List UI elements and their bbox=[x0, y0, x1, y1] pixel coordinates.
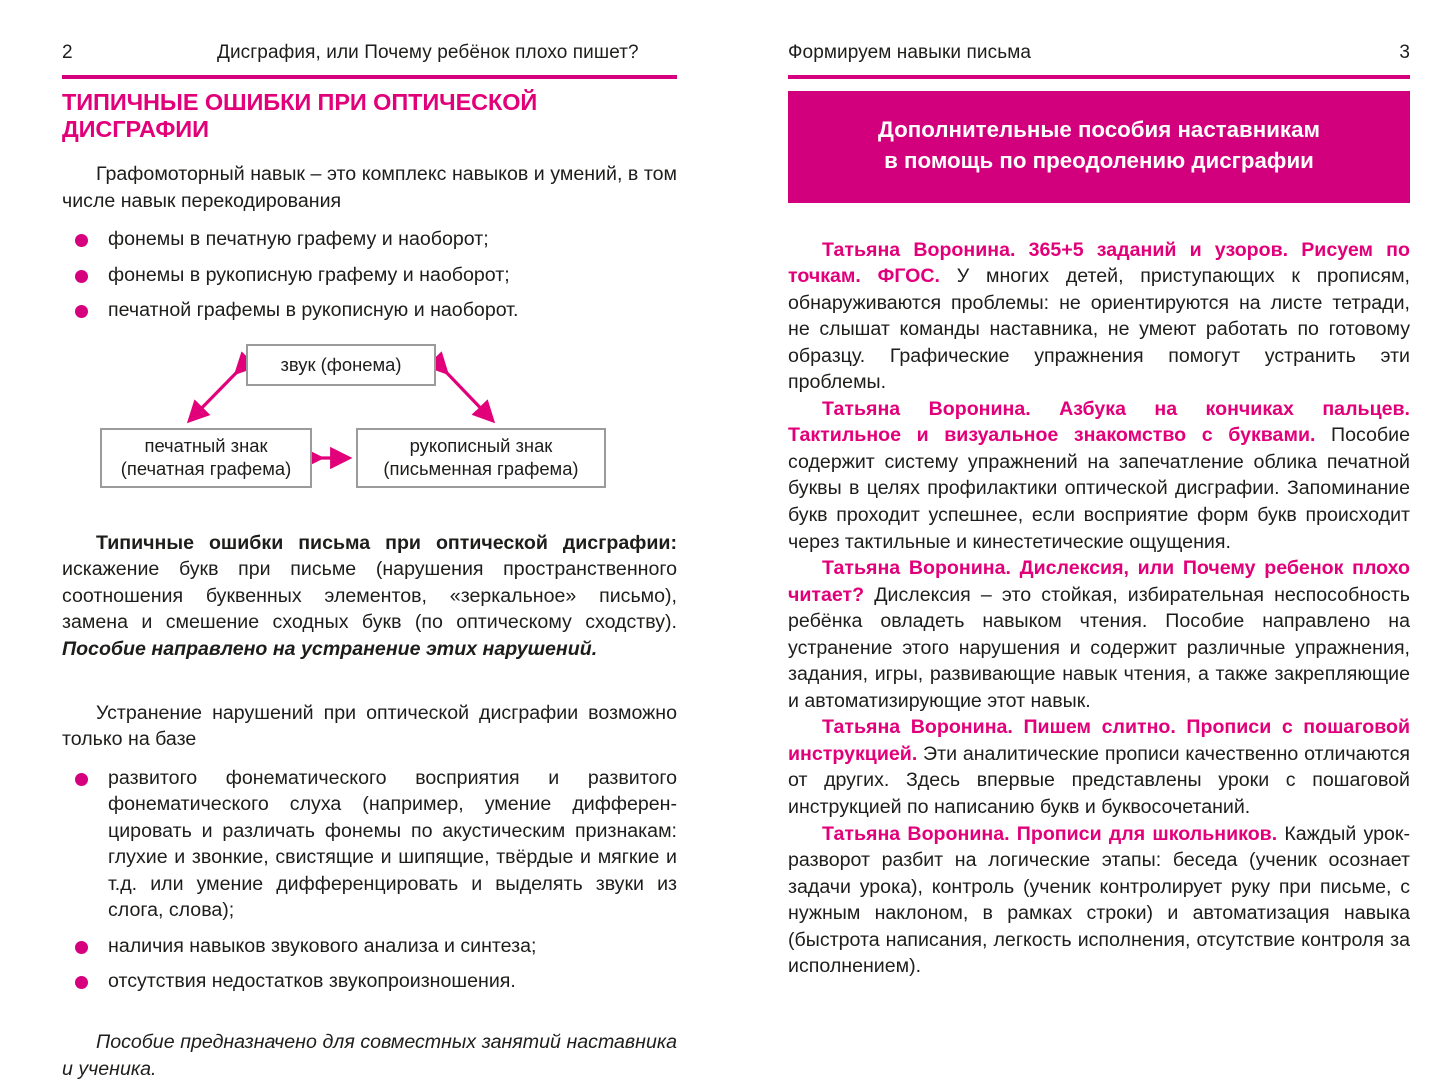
left-running-head-title: Дисграфия, или Почему ребёнок плохо пишет? bbox=[217, 42, 639, 63]
right-running-head-title: Формируем навыки письма bbox=[788, 42, 1032, 63]
list-item-label: наличия навыков звукового анализа и синтеза; bbox=[108, 934, 537, 957]
typical-errors-text: искажение букв при письме (нарушения пространственного соотношения буквенных элементов, «зеркальное» письмо), замена и смешение сходных букв (по оптическому сходству). bbox=[62, 558, 677, 634]
left-page bbox=[0, 0, 722, 1080]
typical-errors-paragraph bbox=[62, 530, 677, 663]
left-page-number: 2 bbox=[62, 42, 73, 63]
bullet-list-remediation-base bbox=[62, 765, 677, 995]
book-entry-text: Дислексия – это стойкая, избирательная неспособность ребёнка овладеть навыком чтения. Пособие направлено на устранение этого нарушения и содержит различные упражнения, задания, игры, развивающие навык чтения, а также закрепляющие и автоматизирующие этот навык. bbox=[788, 583, 1410, 712]
recoding-diagram bbox=[80, 344, 670, 504]
bullet-dot-icon bbox=[75, 234, 88, 247]
section-title: ТИПИЧНЫЕ ОШИБКИ ПРИ ОПТИЧЕСКОЙ ДИСГРАФИИ bbox=[62, 89, 538, 143]
left-header-rule bbox=[62, 75, 677, 79]
typical-errors-lead: Типичные ошибки письма при оптической дисграфии: bbox=[96, 531, 677, 554]
remediation-intro-paragraph: Устранение нарушений при оптической дисграфии возможно только на базе bbox=[62, 701, 677, 751]
list-item bbox=[62, 297, 677, 324]
book-entry-text: Эти аналитические прописи качественно отличаются от других. Здесь впервые представлены уроки с пошаговой инструкцией по написанию букв и буквосочетаний. bbox=[788, 742, 1410, 819]
bullet-list-perekodirovanie bbox=[62, 226, 677, 324]
list-item bbox=[62, 933, 677, 960]
bullet-dot-icon bbox=[75, 305, 88, 318]
diagram-box-sound bbox=[246, 344, 436, 386]
right-page-number: 3 bbox=[1399, 42, 1410, 63]
book-entry bbox=[788, 237, 1410, 396]
banner-line-1: Дополнительные пособия наставникам bbox=[878, 117, 1320, 142]
left-running-head bbox=[62, 42, 677, 68]
book-entry-title: Татьяна Воронина. Дислексия, или Почему ребенок плохо читает? bbox=[788, 557, 1410, 606]
diagram-box-handwritten-line2: (письменная графема) bbox=[383, 457, 579, 479]
diagram-box-handwritten-sign bbox=[356, 428, 606, 488]
intro-paragraph: Графомоторный навык – это комплекс навыков и умений, в том числе навык перекодирования bbox=[62, 163, 677, 212]
list-item bbox=[62, 262, 677, 289]
list-item-label: фонемы в рукописную графему и наоборот; bbox=[108, 263, 510, 286]
diagram-box-printed-line1: печатный знак bbox=[144, 435, 268, 457]
list-item bbox=[62, 226, 677, 253]
right-header-rule bbox=[788, 75, 1410, 79]
banner-line-2: в помощь по преодолению дисграфии bbox=[884, 147, 1314, 173]
list-item bbox=[62, 765, 677, 924]
additional-materials-banner bbox=[788, 91, 1410, 203]
diagram-box-sound-label: звук (фонема) bbox=[280, 353, 402, 375]
bullet-dot-icon bbox=[75, 976, 88, 989]
book-entries-list bbox=[788, 237, 1410, 980]
closing-italic-paragraph: Пособие предназначено для совместных занятий наставника и ученика. bbox=[62, 1030, 677, 1080]
list-item bbox=[62, 968, 677, 995]
typical-errors-tail: Пособие направлено на устранение этих нарушений. bbox=[62, 637, 598, 660]
book-entry-text: Каждый урок-разворот разбит на логические этапы: беседа (ученик осознает задачи урока), контроль (ученик контролирует руку при письме, с нужным наклоном, в рамках строки) и автоматизация навыка (быстрота написания, легкость исполнения, отсутствие контроля за исполнением). bbox=[788, 822, 1410, 978]
diagram-box-printed-line2: (печатная графема) bbox=[120, 457, 292, 479]
book-entry bbox=[788, 555, 1410, 714]
book-entry-text: У многих детей, приступающих к прописям, обнаруживаются проблемы: не ориентируются на листе тетради, не слышат команды наставника, не умеют работать по готовому образцу. Графические упражнения помогут устранить эти проблемы. bbox=[788, 265, 1410, 394]
book-entry-title: Татьяна Воронина. Прописи для школьников. bbox=[822, 822, 1278, 845]
diagram-box-handwritten-line1: рукописный знак bbox=[409, 435, 553, 457]
right-running-head bbox=[788, 42, 1410, 68]
right-page bbox=[722, 0, 1445, 1051]
book-entry-title: Татьяна Воронина. 365+5 заданий и узоров. Рисуем по точкам. ФГОС. bbox=[788, 238, 1410, 288]
bullet-dot-icon bbox=[75, 270, 88, 283]
book-entry bbox=[788, 396, 1410, 555]
list-item-label: фонемы в печатную графему и наоборот; bbox=[108, 228, 489, 251]
book-entry bbox=[788, 821, 1410, 980]
book-entry-title: Татьяна Воронина. Азбука на кончиках пальцев. Тактильное и визуальное знакомство с буквами. bbox=[788, 397, 1410, 447]
list-item-label: печатной графемы в рукописную и наоборот. bbox=[108, 299, 519, 322]
book-entry-text: Пособие содержит систему упражнений на запечатление облика печатной буквы в целях профилактики оптической дисграфии. Запоминание букв проходит успешнее, если восприятие форм букв происходит через тактильные и кинестетические ощущения. bbox=[788, 424, 1410, 553]
list-item-label: отсутствия недостатков звукопроизношения. bbox=[108, 970, 516, 993]
book-entry bbox=[788, 714, 1410, 820]
diagram-box-printed-sign bbox=[100, 428, 312, 488]
bullet-dot-icon bbox=[75, 773, 88, 786]
list-item-label: развитого фонематического восприятия и развитого фонематического слуха (например, умение дифференцировать и различать фонемы по акустическим признакам: глухие и звонкие, свистящие и шипящие, твёрдые и мягкие и т.д. или умение дифференцировать и выделять звуки из слога, слова); bbox=[108, 766, 677, 922]
book-entry-title: Татьяна Воронина. Пишем слитно. Прописи с пошаговой инструкцией. bbox=[788, 716, 1410, 765]
bullet-dot-icon bbox=[75, 941, 88, 954]
